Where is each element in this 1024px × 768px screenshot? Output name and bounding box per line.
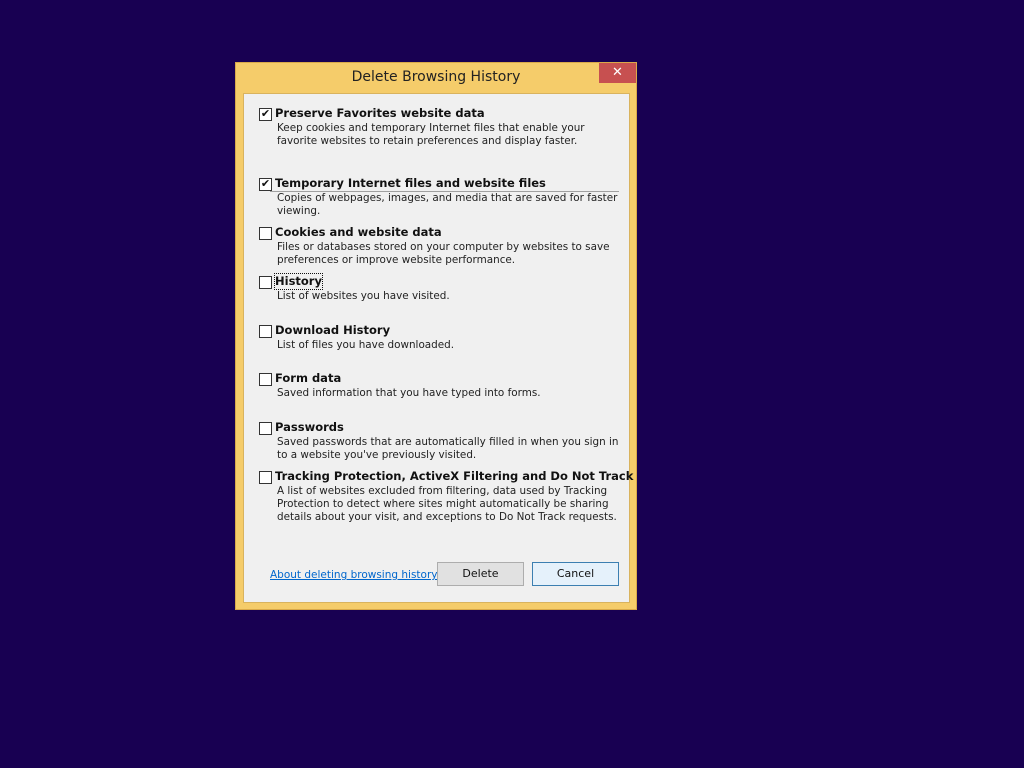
form-data-checkbox[interactable] bbox=[259, 373, 272, 386]
cookies-description: Files or databases stored on your computer by websites to save preferences or improve website performance. bbox=[277, 241, 610, 266]
preserve-favorites-label[interactable]: Preserve Favorites website data bbox=[275, 106, 485, 120]
tracking-protection-label[interactable]: Tracking Protection, ActiveX Filtering and Do Not Track bbox=[275, 469, 634, 483]
temporary-files-description: Copies of webpages, images, and media that are saved for faster viewing. bbox=[277, 192, 618, 217]
passwords-checkbox[interactable] bbox=[259, 422, 272, 435]
cookies-label[interactable]: Cookies and website data bbox=[275, 225, 442, 239]
cookies-checkbox[interactable] bbox=[259, 227, 272, 240]
delete-browsing-history-dialog bbox=[235, 62, 637, 610]
dialog-body bbox=[243, 93, 634, 603]
title-bar[interactable] bbox=[236, 63, 636, 93]
close-button[interactable] bbox=[599, 63, 636, 83]
preserve-favorites-checkbox[interactable] bbox=[259, 108, 272, 121]
cancel-button[interactable]: Cancel bbox=[532, 562, 619, 586]
checkmark-icon: ✔ bbox=[260, 177, 271, 190]
about-deleting-history-link[interactable]: About deleting browsing history bbox=[270, 569, 438, 581]
checkmark-icon: ✔ bbox=[260, 107, 271, 120]
form-data-description: Saved information that you have typed into forms. bbox=[277, 387, 541, 399]
tracking-protection-description: A list of websites excluded from filtering, data used by Tracking Protection to detect where sites might automatically be sharing details about your visit, and exceptions to Do Not Track requests. bbox=[277, 485, 617, 523]
passwords-description: Saved passwords that are automatically filled in when you sign in to a website you've previously visited. bbox=[277, 436, 619, 461]
close-icon: ✕ bbox=[612, 65, 623, 80]
history-label[interactable]: History bbox=[275, 274, 322, 288]
tracking-protection-checkbox[interactable] bbox=[259, 471, 272, 484]
download-history-description: List of files you have downloaded. bbox=[277, 339, 455, 351]
passwords-label[interactable]: Passwords bbox=[275, 420, 344, 434]
preserve-favorites-description: Keep cookies and temporary Internet files that enable your favorite websites to retain preferences and display faster. bbox=[277, 122, 585, 147]
download-history-checkbox[interactable] bbox=[259, 325, 272, 338]
temporary-files-label[interactable]: Temporary Internet files and website files bbox=[275, 176, 546, 190]
history-description: List of websites you have visited. bbox=[277, 290, 450, 302]
dialog-title: Delete Browsing History bbox=[351, 69, 521, 85]
form-data-label[interactable]: Form data bbox=[275, 371, 342, 385]
delete-button[interactable]: Delete bbox=[437, 562, 524, 586]
download-history-label[interactable]: Download History bbox=[275, 323, 391, 337]
history-checkbox[interactable] bbox=[259, 276, 272, 289]
temporary-files-checkbox[interactable] bbox=[259, 178, 272, 191]
